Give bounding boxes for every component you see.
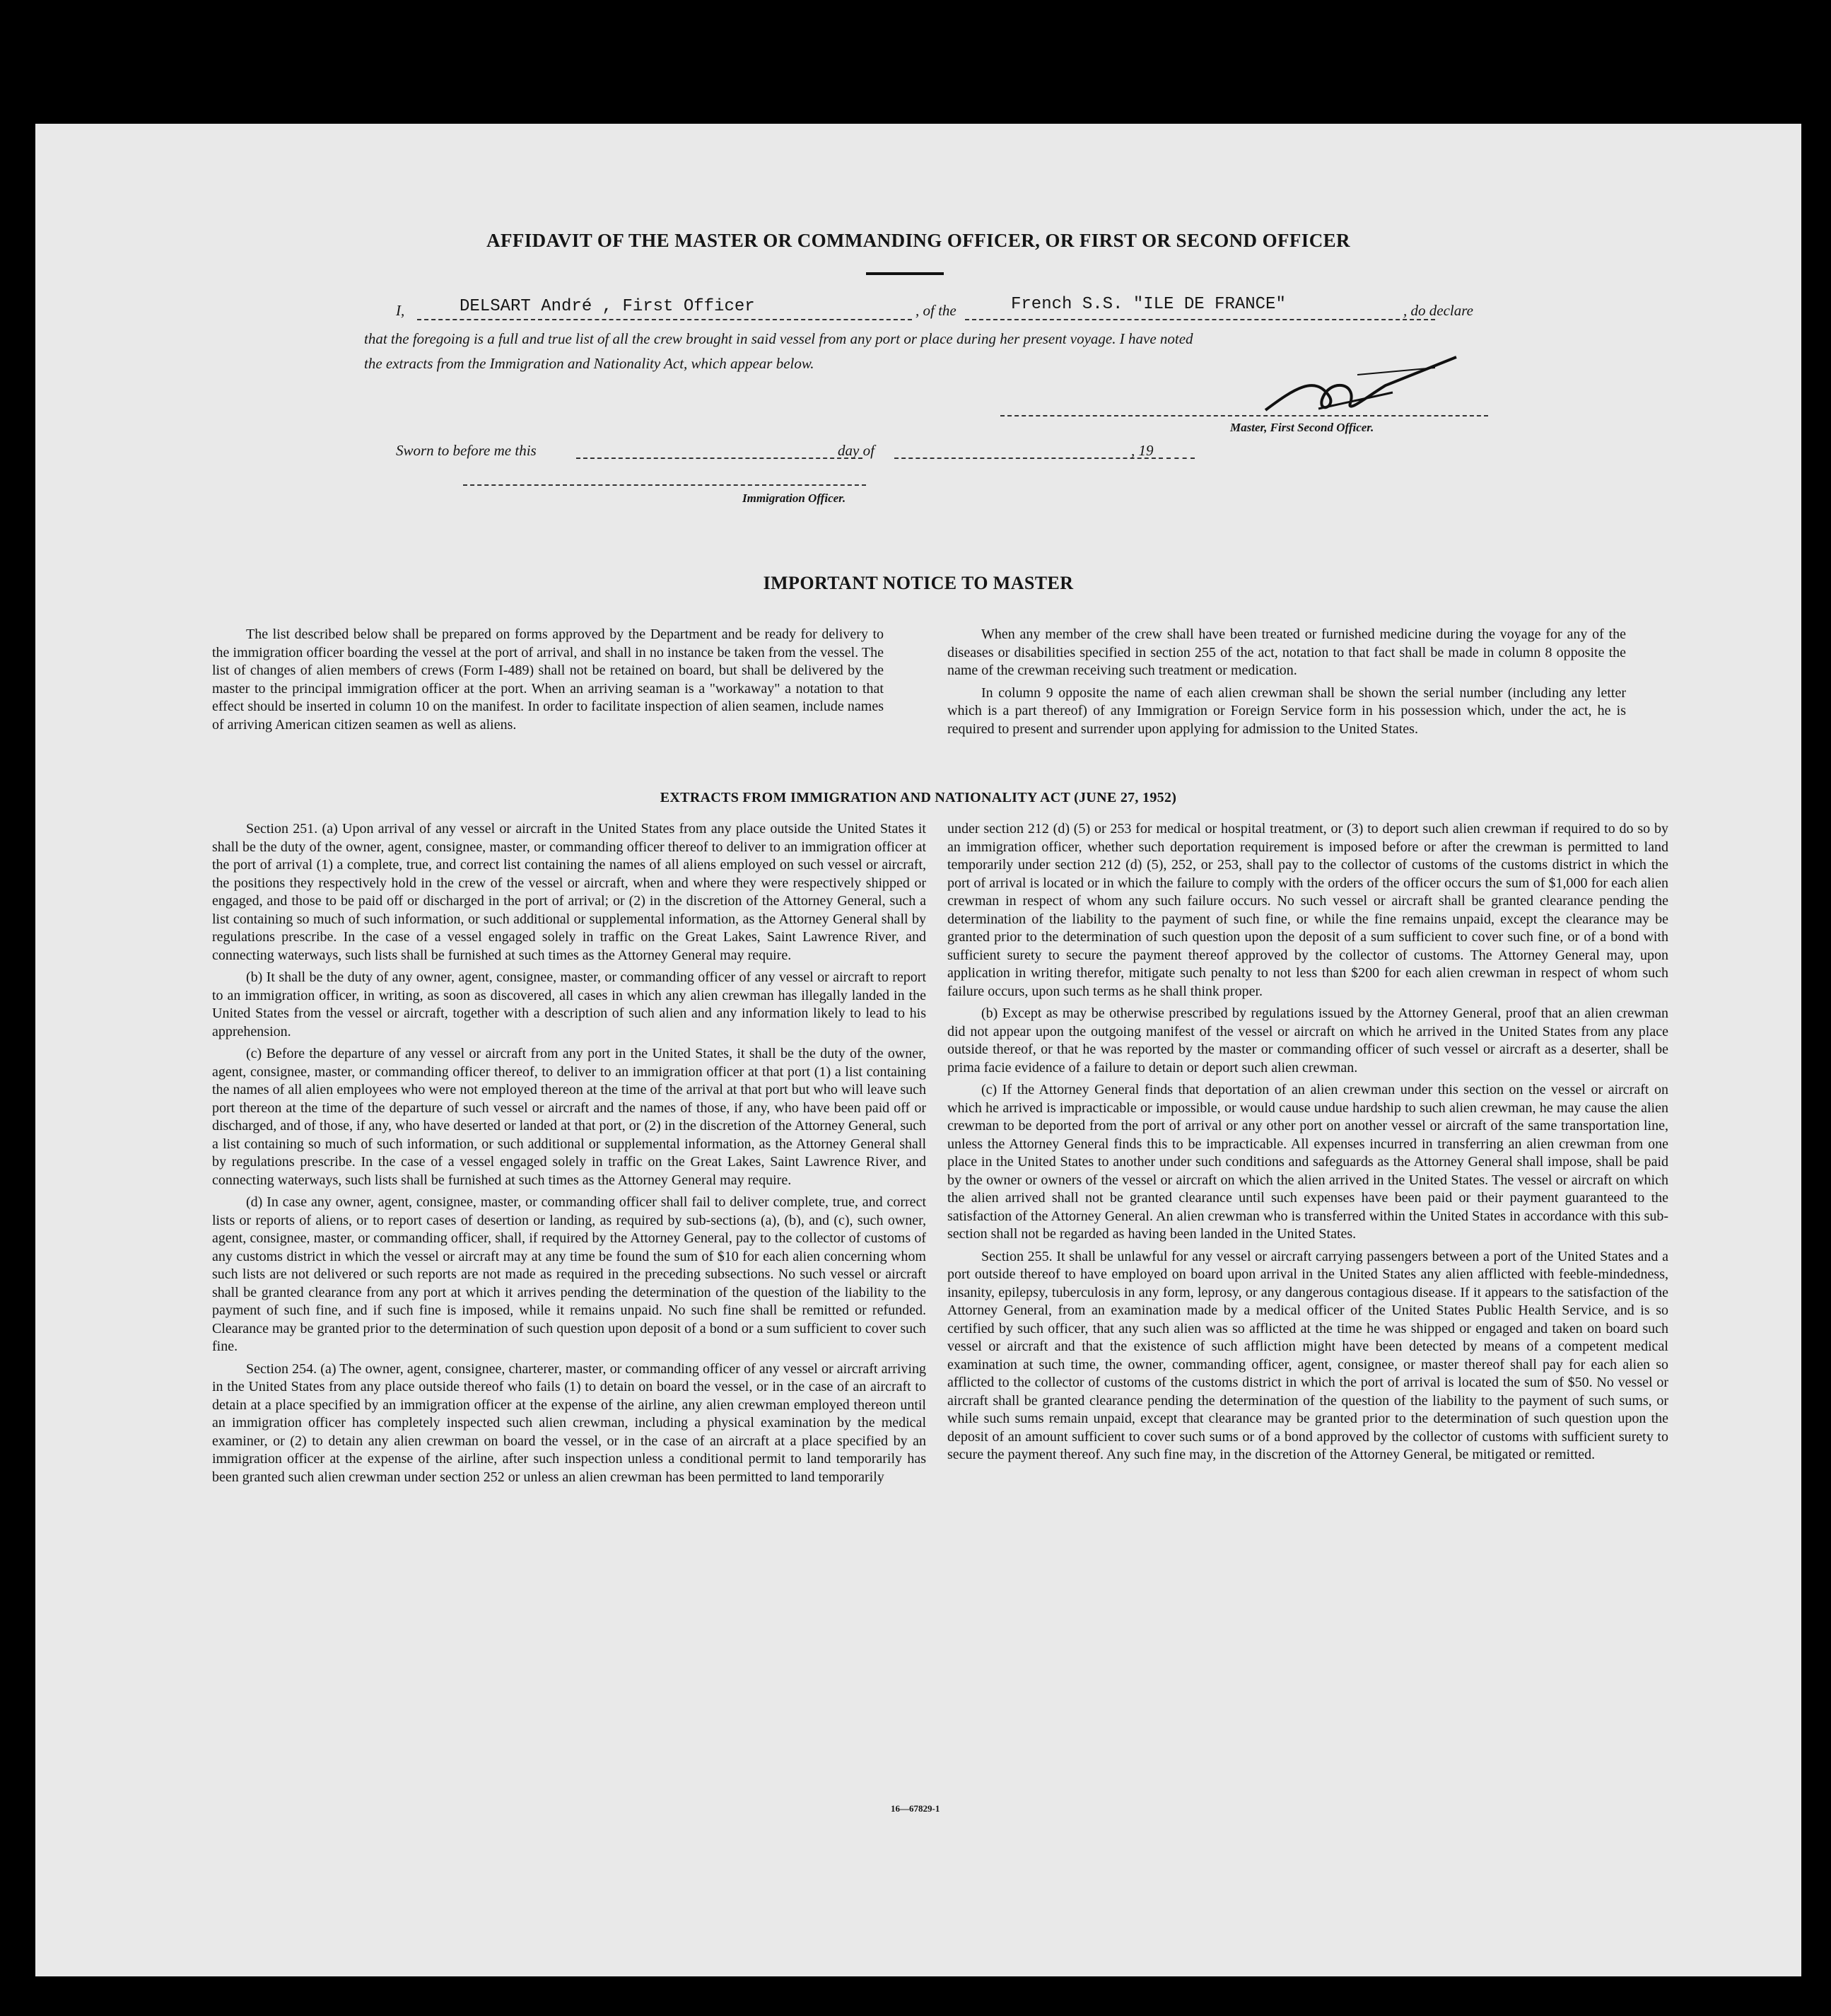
sworn-date-line xyxy=(576,458,862,459)
title-rule xyxy=(866,272,944,275)
section-254-a-continued: under section 212 (d) (5) or 253 for medical or hospital treatment, or (3) to deport such alien crewman if required to do so by an immigration officer, whether such deportation requirement is imposed before or after the crewman is permitted to land temporarily under section 212 (d) (5), 252, or 253, shall pay to the collector of customs of the customs district in which the port of arrival is located or in which the failure to comply with the orders of the officer occurs the sum of $1,000 for each alien crewman in respect of whom any such failure occurs. No such vessel or aircraft shall be granted clearance pending the determination of the liability to the payment of such fine, or while the fine remains unpaid, except the clearance may be granted prior to the determination of such question upon the deposit of a sum sufficient to cover such fine, or of a bond with sufficient surety to secure the payment thereof approved by the collector of customs. The Attorney General may, upon application in writing therefor, mitigate such penalty to not less than $200 for each alien crewman in respect of whom such failure occurs, upon such terms as he shall think proper. xyxy=(947,821,1668,999)
immigration-officer-line xyxy=(463,484,866,486)
section-254-b: (b) Except as may be otherwise prescribed by regulations issued by the Attorney General, proof that an alien crewman did not appear upon the outgoing manifest of the vessel or aircraft on which he arrived in the United States from any place outside thereof, or that he was reported by the master or commanding officer of such vessel or aircraft as a deserter, shall be prima facie evidence of a failure to detain or deport such alien crewman. xyxy=(947,1006,1668,1076)
officer-signature xyxy=(1251,346,1478,431)
notice-title: IMPORTANT NOTICE TO MASTER xyxy=(763,573,1074,593)
section-251-a: Section 251. (a) Upon arrival of any vessel or aircraft in the United States from any place outside the United States it shall be the duty of the owner, agent, consignee, master, or commanding officer thereof to deliver to an immigration officer at the port of arrival (1) a complete, true, and correct list containing the names of all aliens employed on such vessel or aircraft, the positions they respectively hold in the crew of the vessel or aircraft, when and where they were respectively shipped or engaged, and those to be paid off or discharged in the port of arrival; or (2) in the discretion of the Attorney General, such a list containing so much of such information, or such additional or supplemental information, as the Attorney General shall by regulations prescribe. In the case of a vessel engaged solely in traffic on the Great Lakes, Saint Lawrence River, and connecting waterways, such lists shall be furnished at such times as the Attorney General may require. xyxy=(212,821,926,963)
form-number: 16—67829-1 xyxy=(891,1803,940,1814)
extracts-right-column xyxy=(947,820,1668,1469)
affidavit-of-the-label: , of the xyxy=(916,302,957,319)
notice-left-column xyxy=(212,626,884,738)
notice-right-column xyxy=(947,626,1626,742)
year-line xyxy=(1166,458,1195,459)
section-254-c: (c) If the Attorney General finds that deportation of an alien crewman under this section on the vessel or aircraft on which he arrived is impracticable or impossible, or would cause undue hardship to such alien crewman, he may cause the alien crewman to be deported from the port of arrival or any other port on another vessel or aircraft of the same transportation line, unless the Attorney General finds this to be impracticable. All expenses incurred in transferring an alien crewman from one place in the United States to another under such conditions and safeguards as the Attorney General shall impose, shall be paid by the owner or owners of the vessel or aircraft on which the alien arrived in the United States. The vessel or aircraft on which the alien arrived shall not be granted clearance until such expenses have been paid or their payment guaranteed to the satisfaction of the Attorney General. An alien crewman who is transferred within the United States in accordance with this sub-section shall not be regarded as having been landed in the United States. xyxy=(947,1082,1668,1242)
day-of-label: day of xyxy=(838,442,874,459)
section-251-d: (d) In case any owner, agent, consignee, master, or commanding officer shall fail to deliver complete, true, and correct lists or reports of aliens, or to report cases of desertion or landing, as required by sub-sections (a), (b), and (c), such owner, agent, consignee, master, or commanding officer, shall, if required by the Attorney General, pay to the collector of customs of any customs district in which the vessel or aircraft may at any time be found the sum of $10 for each alien concerning whom such lists are not delivered or such reports are not made as required in the preceding subsections. No such vessel or aircraft shall be granted clearance from any port at which it arrives pending the determination of the question of the liability to the payment of such fine, and if such fine is imposed, while it remains unpaid. No such fine shall be remitted or refunded. Clearance may be granted prior to the determination of such question upon deposit of a bond or a sum sufficient to cover such fine. xyxy=(212,1194,926,1354)
name-fill-line xyxy=(417,319,912,320)
month-line xyxy=(894,458,1163,459)
notice-left-paragraph: The list described below shall be prepared on forms approved by the Department and be ready for delivery to the immigration officer boarding the vessel at the port of arrival, and shall in no instance be taken from the vessel. The list of changes of alien members of crews (Form I-489) shall not be retained on board, but shall be delivered by the master to the principal immigration officer at the port. When an arriving seaman is a "workaway" a notation to that effect should be inserted in column 10 on the manifest. In order to facilitate inspection of alien seamen, include names of arriving American citizen seamen as well as aliens. xyxy=(212,627,884,733)
affidavit-line-2: that the foregoing is a full and true list of all the crew brought in said vessel from any port or place during her present voyage. I have noted xyxy=(364,330,1193,347)
notice-right-paragraph-1: When any member of the crew shall have been treated or furnished medicine during the voyage for any of the diseases or disabilities specified in section 255 of the act, notation to that fact shall be made in column 8 opposite the name of the crewman receiving such treatment or medication. xyxy=(947,627,1626,678)
section-251-b: (b) It shall be the duty of any owner, agent, consignee, master, or commanding officer of any vessel or aircraft to report to an immigration officer, in writing, as soon as discovered, all cases in which any alien crewman has illegally landed in the United States from the vessel or aircraft, together with a description of such alien and any information likely to lead to his apprehension. xyxy=(212,969,926,1039)
affidavit-i-label: I, xyxy=(396,302,405,319)
vessel-fill-line xyxy=(965,319,1435,320)
extracts-left-column xyxy=(212,820,926,1491)
section-255: Section 255. It shall be unlawful for any vessel or aircraft carrying passengers between a port of the United States and a port outside thereof to have employed on board upon arrival in the United States any alien afflicted with feeble-mindedness, insanity, epilepsy, tuberculosis in any form, leprosy, or any dangerous contagious disease. If it appears to the satisfaction of the Attorney General, from an examination made by a medical officer of the United States Public Health Service, and is so certified by such officer, that any such alien was so afflicted at the time he was shipped or engaged and taken on board such vessel or aircraft and that the existence of such affliction might have been detected by means of a competent medical examination at such time, the owner, commanding officer, agent, consignee, or master thereof shall pay for each alien so afflicted to the collector of customs of the customs district in which the port of arrival is located the sum of $50. No vessel or aircraft shall be granted clearance pending the determination of the question of the liability to the payment of such sums, or while such sums remain unpaid, except that clearance may be granted prior to the determination of such question upon the deposit of an amount sufficient to cover such sums or of a bond approved by the collector of customs with sufficient surety to secure the payment thereof. Any such fine may, in the discretion of the Attorney General, be mitigated or remitted. xyxy=(947,1248,1668,1462)
signature-line xyxy=(1000,415,1488,416)
immigration-officer-caption: Immigration Officer. xyxy=(742,491,846,505)
year-label: , 19 xyxy=(1131,442,1154,459)
document-page xyxy=(35,124,1801,1976)
extracts-title: EXTRACTS FROM IMMIGRATION AND NATIONALITY ACT (JUNE 27, 1952) xyxy=(660,790,1177,805)
sworn-label: Sworn to before me this xyxy=(396,442,537,459)
affidavit-title: AFFIDAVIT OF THE MASTER OR COMMANDING OFFICER, OR FIRST OR SECOND OFFICER xyxy=(486,230,1350,251)
officer-name-fill: DELSART André , First Officer xyxy=(460,297,755,316)
vessel-name-fill: French S.S. "ILE DE FRANCE" xyxy=(1011,295,1286,314)
affidavit-declare-label: , do declare xyxy=(1403,302,1473,319)
notice-right-paragraph-2: In column 9 opposite the name of each alien crewman shall be shown the serial number (including any letter which is a part thereof) of any Immigration or Foreign Service form in his possession which, under the act, he is required to present and surrender upon applying for admission to the United States. xyxy=(947,684,1626,737)
section-254-a: Section 254. (a) The owner, agent, consignee, charterer, master, or commanding officer of any vessel or aircraft arriving in the United States from any place outside thereof who fails (1) to detain on board the vessel, or in the case of an aircraft to detain at a place specified by an immigration officer at the expense of the airline, any alien crewman employed thereon until an immigration officer has completely inspected such alien crewman, including a physical examination by the medical examiner, or (2) to detain any alien crewman on board the vessel, or in the case of an aircraft at a place specified by an immigration officer at the expense of the airline, after such inspection unless a conditional permit to land temporarily has been granted such alien crewman under section 252 or unless an alien crewman has been permitted to land temporarily xyxy=(212,1360,926,1485)
affidavit-line-3: the extracts from the Immigration and Nationality Act, which appear below. xyxy=(364,355,814,372)
officer-caption: Master, First Second Officer. xyxy=(1230,421,1374,434)
section-251-c: (c) Before the departure of any vessel or aircraft from any port in the United States, it shall be the duty of the owner, agent, consignee, master, or commanding officer thereof, to deliver to an immigration officer at that port (1) a list containing the names of all alien employees who were not employed thereon at the time of the arrival at that port but who will leave such port thereon at the time of the departure of such vessel or aircraft and the names of those, if any, who have been paid off or discharged, and of those, if any, who have deserted or landed at that port, or (2) in the discretion of the Attorney General, such a list containing so much of such information, or such additional or supplemental information, as the Attorney General shall by regulations prescribe. In the case of a vessel engaged solely in traffic on the Great Lakes, Saint Lawrence River, and connecting waterways, such lists shall be furnished at such times as the Attorney General may require. xyxy=(212,1046,926,1188)
